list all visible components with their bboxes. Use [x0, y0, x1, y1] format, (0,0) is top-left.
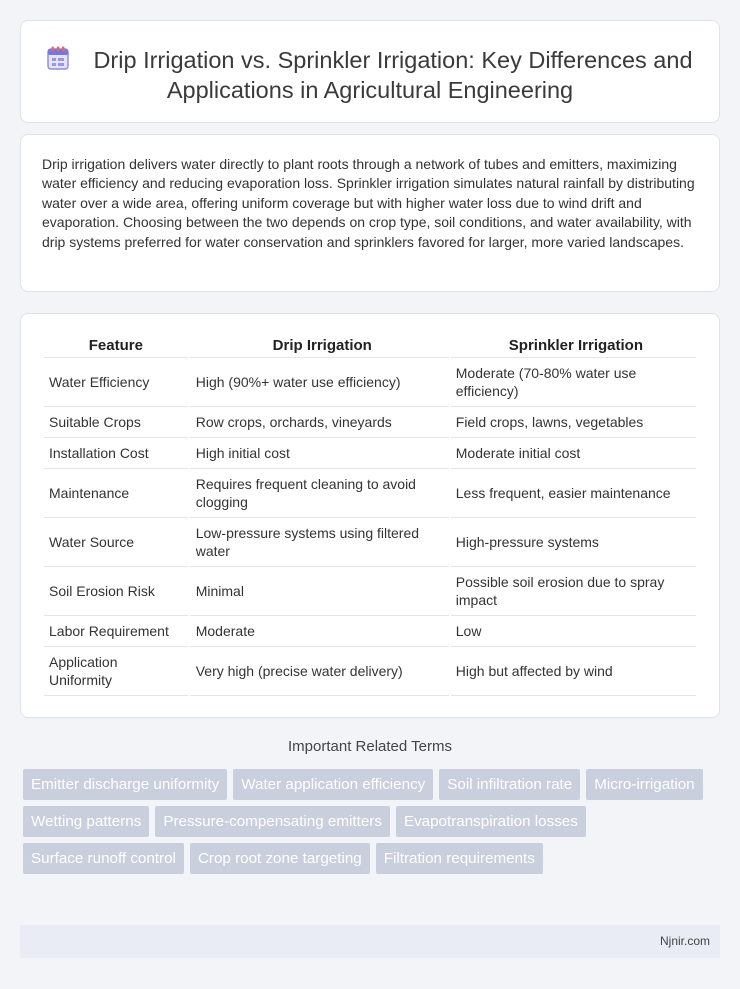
- term-tag[interactable]: Evapotranspiration losses: [396, 806, 586, 837]
- term-tag[interactable]: Wetting patterns: [23, 806, 149, 837]
- term-tag[interactable]: Crop root zone targeting: [190, 843, 370, 874]
- sprinkler-cell: High but affected by wind: [451, 647, 696, 696]
- summary-text: Drip irrigation delivers water directly to plant roots through a network of tubes and emitters, maximizing water efficiency and reducing evaporation loss. Sprinkler irrigation simulates natural rainfall by distributing water over a wide area, offering uniform coverage but with higher water loss due to wind drift and evaporation. Choosing between the two depends on crop type, soil conditions, and water availability, with drip systems preferred for water conservation and sprinklers favored for larger, more varied landscapes.: [42, 156, 695, 250]
- term-tag[interactable]: Pressure-compensating emitters: [155, 806, 390, 837]
- related-terms-heading: Important Related Terms: [288, 738, 452, 755]
- feature-cell: Application Uniformity: [44, 647, 188, 696]
- sprinkler-cell: Less frequent, easier maintenance: [451, 469, 696, 518]
- related-terms-list: [23, 769, 723, 880]
- header-feature: Feature: [44, 332, 188, 358]
- table-row: [44, 407, 696, 438]
- header-sprinkler: Sprinkler Irrigation: [451, 332, 696, 358]
- table-row: [44, 567, 696, 616]
- drip-cell: High (90%+ water use efficiency): [190, 358, 449, 407]
- feature-cell: Water Efficiency: [44, 358, 188, 407]
- footer: [20, 925, 720, 958]
- feature-cell: Labor Requirement: [44, 616, 188, 647]
- drip-cell: Very high (precise water delivery): [190, 647, 449, 696]
- table-row: [44, 616, 696, 647]
- comparison-table: [42, 332, 698, 696]
- term-tag[interactable]: Micro-irrigation: [586, 769, 702, 800]
- drip-cell: Row crops, orchards, vineyards: [190, 407, 449, 438]
- drip-cell: Minimal: [190, 567, 449, 616]
- sprinkler-cell: Possible soil erosion due to spray impact: [451, 567, 696, 616]
- feature-cell: Installation Cost: [44, 438, 188, 469]
- title-line-1: Drip Irrigation vs. Sprinkler Irrigation: Key Differences and: [93, 47, 693, 73]
- title-line-2: Applications in Agricultural Engineering: [166, 77, 574, 103]
- feature-cell: Suitable Crops: [44, 407, 188, 438]
- site-name[interactable]: Njnir.com: [659, 934, 710, 948]
- table-row: [44, 438, 696, 469]
- term-tag[interactable]: Water application efficiency: [233, 769, 433, 800]
- table-row: [44, 647, 696, 696]
- table-header-row: [44, 332, 696, 358]
- sprinkler-cell: Moderate initial cost: [451, 438, 696, 469]
- term-tag[interactable]: Filtration requirements: [376, 843, 543, 874]
- comparison-table-card: [20, 313, 720, 718]
- table-row: [44, 518, 696, 567]
- sprinkler-cell: Moderate (70-80% water use efficiency): [451, 358, 696, 407]
- sprinkler-cell: Low: [451, 616, 696, 647]
- drip-cell: High initial cost: [190, 438, 449, 469]
- drip-cell: Requires frequent cleaning to avoid clogging: [190, 469, 449, 518]
- summary-card: [20, 134, 720, 292]
- term-tag[interactable]: Surface runoff control: [23, 843, 184, 874]
- sprinkler-cell: Field crops, lawns, vegetables: [451, 407, 696, 438]
- title-card: [20, 20, 720, 123]
- feature-cell: Maintenance: [44, 469, 188, 518]
- feature-cell: Water Source: [44, 518, 188, 567]
- sprinkler-cell: High-pressure systems: [451, 518, 696, 567]
- page-title: [21, 45, 719, 105]
- term-tag[interactable]: Soil infiltration rate: [439, 769, 580, 800]
- table-row: [44, 358, 696, 407]
- clipboard-icon: [47, 46, 69, 70]
- drip-cell: Moderate: [190, 616, 449, 647]
- feature-cell: Soil Erosion Risk: [44, 567, 188, 616]
- table-row: [44, 469, 696, 518]
- drip-cell: Low-pressure systems using filtered water: [190, 518, 449, 567]
- header-drip: Drip Irrigation: [190, 332, 449, 358]
- term-tag[interactable]: Emitter discharge uniformity: [23, 769, 227, 800]
